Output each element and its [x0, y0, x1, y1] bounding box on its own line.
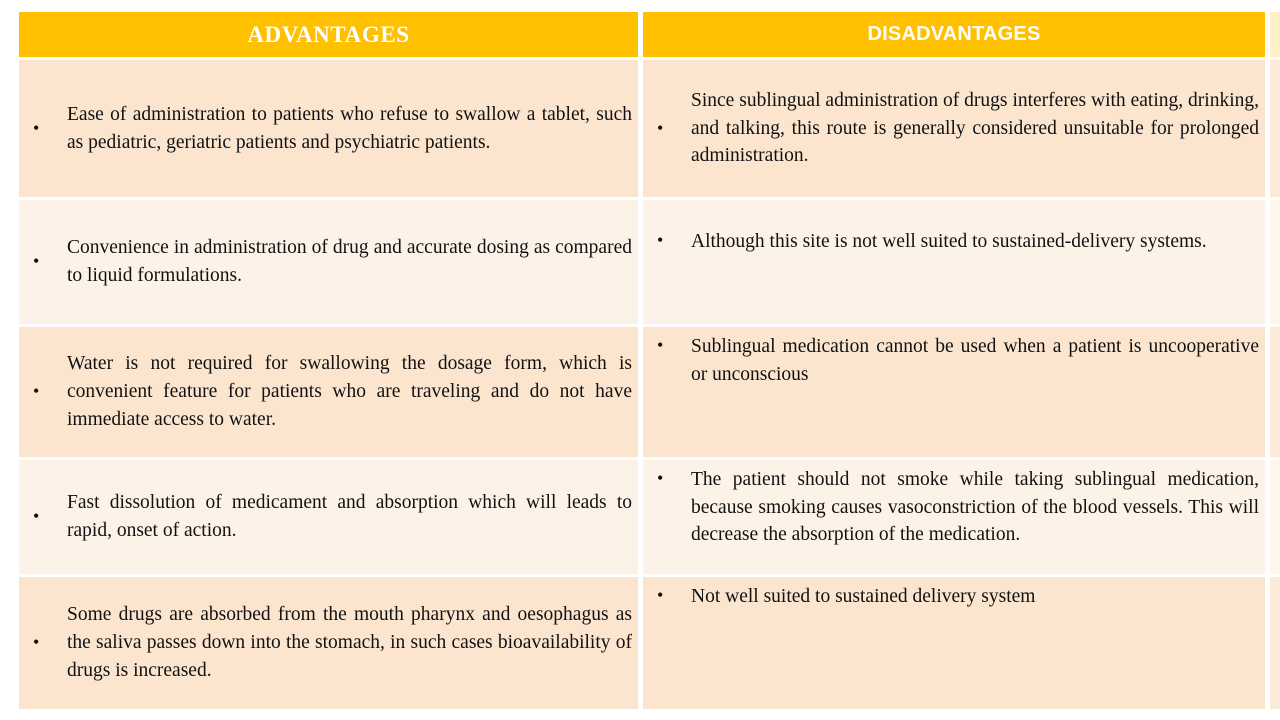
row-edge-sliver: [1270, 200, 1280, 324]
disadvantage-text-3: Sublingual medication cannot be used when a patient is uncooperative or unconscious: [691, 336, 1259, 385]
bullet-icon: •: [33, 632, 40, 653]
advantage-cell-5: [19, 577, 638, 709]
bullet-icon: •: [33, 117, 40, 138]
bullet-icon: •: [657, 117, 664, 138]
disadvantage-cell-3: [643, 327, 1265, 457]
bullet-icon: •: [657, 335, 664, 355]
row-edge-sliver: [1270, 577, 1280, 709]
advantage-cell-3: [19, 327, 638, 457]
disadvantage-cell-2: [643, 200, 1265, 324]
disadvantage-cell-4: [643, 460, 1265, 574]
row-edge-sliver: [1270, 327, 1280, 457]
advantage-text-3: Water is not required for swallowing the dosage form, which is convenient feature for patients who are traveling and do not have immediate access to water.: [67, 353, 632, 430]
bullet-icon: •: [33, 251, 40, 272]
bullet-icon: •: [657, 585, 664, 605]
advantage-cell-1: [19, 60, 638, 197]
advantage-cell-4: [19, 460, 638, 574]
advantage-cell-2: [19, 200, 638, 324]
advantages-disadvantages-table: [19, 12, 1280, 709]
disadvantage-cell-1: [643, 60, 1265, 197]
disadvantage-text-2: Although this site is not well suited to sustained-delivery systems.: [691, 231, 1207, 252]
row-edge-sliver: [1270, 60, 1280, 197]
disadvantages-header: DISADVANTAGES: [643, 12, 1265, 57]
disadvantage-text-4: The patient should not smoke while taking sublingual medication, because smoking causes vasoconstriction of the blood vessels. This will decrease the absorption of the medication.: [691, 469, 1259, 546]
bullet-icon: •: [657, 230, 664, 250]
advantage-text-2: Convenience in administration of drug and accurate dosing as compared to liquid formulations.: [67, 237, 632, 286]
disadvantage-cell-5: [643, 577, 1265, 709]
row-edge-sliver: [1270, 460, 1280, 574]
advantage-text-5: Some drugs are absorbed from the mouth pharynx and oesophagus as the saliva passes down into the stomach, in such cases bioavailability of drugs is increased.: [67, 604, 632, 681]
disadvantage-text-5: Not well suited to sustained delivery system: [691, 586, 1036, 607]
bullet-icon: •: [33, 506, 40, 527]
disadvantage-text-1: Since sublingual administration of drugs interferes with eating, drinking, and talking, this route is generally considered unsuitable for prolonged administration.: [691, 89, 1259, 167]
advantage-text-4: Fast dissolution of medicament and absorption which will leads to rapid, onset of action.: [67, 492, 632, 541]
header-edge-sliver: [1270, 12, 1280, 57]
bullet-icon: •: [33, 381, 40, 402]
advantages-header: ADVANTAGES: [19, 12, 638, 57]
bullet-icon: •: [657, 468, 664, 488]
advantage-text-1: Ease of administration to patients who refuse to swallow a tablet, such as pediatric, geriatric patients and psychiatric patients.: [67, 103, 632, 153]
